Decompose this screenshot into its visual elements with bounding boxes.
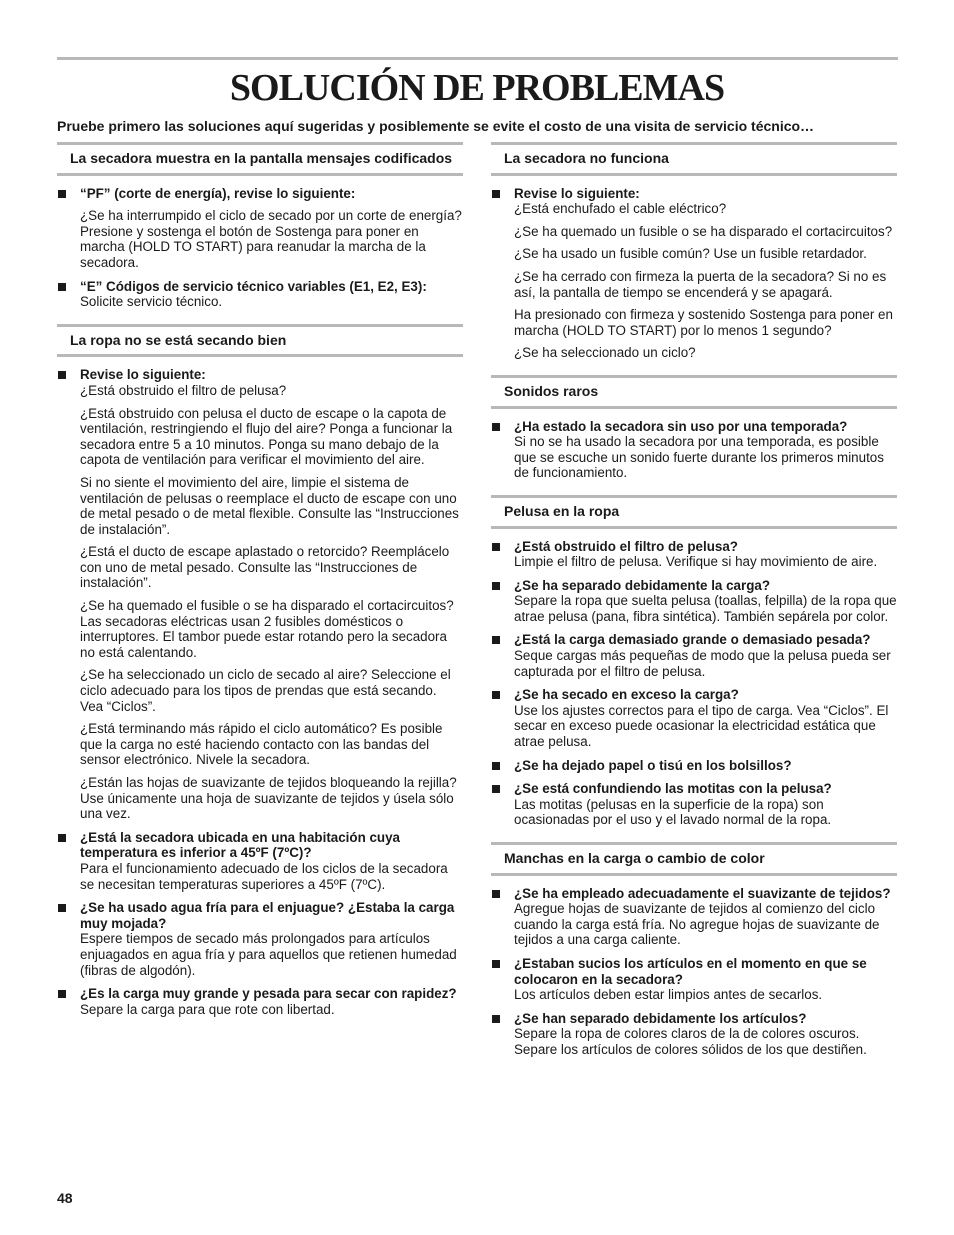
list-item xyxy=(491,687,897,749)
list-item xyxy=(491,781,897,828)
list-item xyxy=(491,419,897,481)
item-text: Use los ajustes correctos para el tipo de carga. Vea “Ciclos”. El secar en exceso puede ocasionar la electricidad estática que atrae pelusa. xyxy=(514,702,889,750)
page-title: SOLUCIÓN DE PROBLEMAS xyxy=(229,67,725,109)
item-text: Agregue hojas de suavizante de tejidos al comienzo del ciclo cuando la carga está fría. No agregue hojas de suavizante de tejidos a una carga caliente. xyxy=(514,901,880,948)
left-column xyxy=(57,142,463,1031)
item-text: Los artículos deben estar limpios antes de secarlos. xyxy=(514,987,823,1003)
top-rule xyxy=(57,57,898,60)
list-item xyxy=(57,367,463,821)
list-item xyxy=(57,986,463,1017)
section-items xyxy=(491,529,897,829)
right-column xyxy=(491,142,897,1072)
section-items xyxy=(491,176,897,361)
item-question: ¿Ha estado la secadora sin uso por una temporada? xyxy=(514,418,848,434)
section-items xyxy=(57,176,463,310)
item-text: ¿Está el ducto de escape aplastado o retorcido? Reemplácelo con uno de metal pesado. Consulte las “Instrucciones de instalación”. xyxy=(80,544,450,591)
item-text: ¿Se ha usado un fusible común? Use un fusible retardador. xyxy=(514,246,867,262)
square-bullet-icon xyxy=(492,543,500,551)
square-bullet-icon xyxy=(492,636,500,644)
square-bullet-icon xyxy=(492,960,500,968)
item-text: ¿Se ha seleccionado un ciclo? xyxy=(514,345,696,361)
item-question: ¿Estaban sucios los artículos en el momento en que se colocaron en la secadora? xyxy=(514,955,867,987)
square-bullet-icon xyxy=(492,785,500,793)
square-bullet-icon xyxy=(58,371,66,379)
troubleshooting-section xyxy=(57,142,463,310)
section-heading: La ropa no se está secando bien xyxy=(57,324,463,358)
section-heading: La secadora muestra en la pantalla mensajes codificados xyxy=(57,142,463,176)
item-text: Separe la carga para que rote con libertad. xyxy=(80,1001,335,1017)
intro-text: Pruebe primero las soluciones aquí sugeridas y posiblemente se evite el costo de una visita de servicio técnico… xyxy=(57,118,815,134)
section-items xyxy=(57,357,463,1017)
item-text: Limpie el filtro de pelusa. Verifique si hay movimiento de aire. xyxy=(514,554,878,570)
item-text: Seque cargas más pequeñas de modo que la pelusa pueda ser capturada por el filtro de pelusa. xyxy=(514,648,891,679)
list-item xyxy=(57,186,463,271)
list-item xyxy=(491,186,897,361)
item-text: ¿Está obstruido con pelusa el ducto de escape o la capota de ventilación, restringiendo el flujo del aire? Ponga a funcionar la secadora entre 5 a 10 minutos. Ponga su mano debajo de la capota de ventilación para verificar el movimiento del aire. xyxy=(80,405,453,468)
square-bullet-icon xyxy=(58,190,66,198)
item-text: ¿Se ha quemado el fusible o se ha disparado el cortacircuitos? Las secadoras eléctricas usan 2 fusibles domésticos o interruptores. El tambor puede estar rotando pero la secadora no está calentando. xyxy=(80,598,454,660)
section-items xyxy=(491,876,897,1058)
item-question: ¿Es la carga muy grande y pesada para secar con rapidez? xyxy=(80,986,457,1002)
list-item xyxy=(491,886,897,948)
item-question: Revise lo siguiente: xyxy=(80,367,206,383)
troubleshooting-section xyxy=(491,842,897,1058)
item-text: Las motitas (pelusas en la superficie de la ropa) son ocasionadas por el uso y el lavado normal de la ropa. xyxy=(514,796,832,828)
item-text: ¿Se ha quemado un fusible o se ha disparado el cortacircuitos? xyxy=(514,223,893,239)
item-text: ¿Se ha interrumpido el ciclo de secado por un corte de energía? Presione y sostenga el botón de Sostenga para poner en marcha (HOLD TO START) para reanudar la marcha de la secadora. xyxy=(80,208,462,270)
list-item xyxy=(491,956,897,1003)
item-question: ¿Se ha secado en exceso la carga? xyxy=(514,687,739,703)
list-item xyxy=(57,830,463,892)
item-question: “PF” (corte de energía), revise lo siguiente: xyxy=(80,185,356,201)
item-text: Separe la ropa de colores claros de la de colores oscuros. Separe los artículos de colores sólidos de los que destiñen. xyxy=(514,1026,867,1057)
square-bullet-icon xyxy=(58,990,66,998)
section-items xyxy=(491,409,897,481)
item-question: ¿Está la carga demasiado grande o demasiado pesada? xyxy=(514,632,871,648)
item-text: ¿Se ha seleccionado un ciclo de secado al aire? Seleccione el ciclo adecuado para los tipos de prendas que está secando. Vea “Ciclos”. xyxy=(80,667,451,714)
list-item xyxy=(57,900,463,978)
square-bullet-icon xyxy=(492,1015,500,1023)
item-text: Si no siente el movimiento del aire, limpie el sistema de ventilación de pelusas o reemplace el ducto de escape con uno de metal pesado o de metal flexible. Consulte las “Instrucciones de instalación”. xyxy=(80,474,459,537)
square-bullet-icon xyxy=(492,762,500,770)
item-text: Separe la ropa que suelta pelusa (toallas, felpilla) de la ropa que atrae pelusa (pana, fibra sintética). También sepárela por color. xyxy=(514,593,897,624)
item-text: Ha presionado con firmeza y sostenido Sostenga para poner en marcha (HOLD TO START) por lo menos 1 segundo? xyxy=(514,307,893,338)
section-heading: Pelusa en la ropa xyxy=(491,495,897,529)
item-text: Espere tiempos de secado más prolongados para artículos enjuagados en agua fría y para aquellos que retienen humedad (fibras de algodón). xyxy=(80,931,457,978)
list-item xyxy=(57,279,463,310)
item-text: Para el funcionamiento adecuado de los ciclos de la secadora se necesitan temperaturas superiores a 45ºF (7ºC). xyxy=(80,860,448,892)
list-item xyxy=(491,632,897,679)
item-text: Si no se ha usado la secadora por una temporada, es posible que se escuche un sonido fuerte durante los primeros minutos de funcionamiento. xyxy=(514,434,884,481)
square-bullet-icon xyxy=(58,283,66,291)
item-question: ¿Se ha separado debidamente la carga? xyxy=(514,577,770,593)
item-text: ¿Está terminando más rápido el ciclo automático? Es posible que la carga no esté haciendo contacto con las bandas del sensor electrónico. Nivele la secadora. xyxy=(80,721,443,768)
section-heading: Sonidos raros xyxy=(491,375,897,409)
square-bullet-icon xyxy=(492,190,500,198)
troubleshooting-section xyxy=(57,324,463,1018)
item-text: ¿Están las hojas de suavizante de tejidos bloqueando la rejilla? Use únicamente una hoja de suavizante de tejidos y úsela sólo una vez. xyxy=(80,775,457,822)
item-text: ¿Está obstruido el filtro de pelusa? xyxy=(80,382,287,398)
square-bullet-icon xyxy=(58,904,66,912)
troubleshooting-section xyxy=(491,375,897,481)
item-question: ¿Se han separado debidamente los artículos? xyxy=(514,1010,807,1026)
item-question: ¿Se ha empleado adecuadamente el suavizante de tejidos? xyxy=(514,885,891,901)
section-heading: Manchas en la carga o cambio de color xyxy=(491,842,897,876)
item-text: ¿Se ha cerrado con firmeza la puerta de la secadora? Si no es así, la pantalla de tiempo se encenderá y se apagará. xyxy=(514,268,887,300)
item-question: ¿Está la secadora ubicada en una habitación cuya temperatura es inferior a 45ºF (7ºC)? xyxy=(80,829,400,861)
square-bullet-icon xyxy=(492,423,500,431)
item-text: ¿Está enchufado el cable eléctrico? xyxy=(514,201,727,217)
square-bullet-icon xyxy=(492,691,500,699)
list-item xyxy=(491,578,897,625)
square-bullet-icon xyxy=(492,582,500,590)
list-item xyxy=(491,1011,897,1058)
item-text: Solicite servicio técnico. xyxy=(80,294,223,310)
square-bullet-icon xyxy=(492,890,500,898)
list-item xyxy=(491,539,897,570)
square-bullet-icon xyxy=(58,834,66,842)
troubleshooting-section xyxy=(491,142,897,361)
item-question: ¿Está obstruido el filtro de pelusa? xyxy=(514,538,738,554)
item-question: Revise lo siguiente: xyxy=(514,185,640,201)
page-number: 48 xyxy=(57,1190,73,1206)
item-question: “E” Códigos de servicio técnico variables (E1, E2, E3): xyxy=(80,278,427,294)
item-question: ¿Se ha usado agua fría para el enjuague? ¿Estaba la carga muy mojada? xyxy=(80,900,455,931)
troubleshooting-section xyxy=(491,495,897,828)
item-question: ¿Se ha dejado papel o tisú en los bolsillos? xyxy=(514,757,792,773)
list-item xyxy=(491,758,897,774)
section-heading: La secadora no funciona xyxy=(491,142,897,176)
item-question: ¿Se está confundiendo las motitas con la pelusa? xyxy=(514,781,832,797)
